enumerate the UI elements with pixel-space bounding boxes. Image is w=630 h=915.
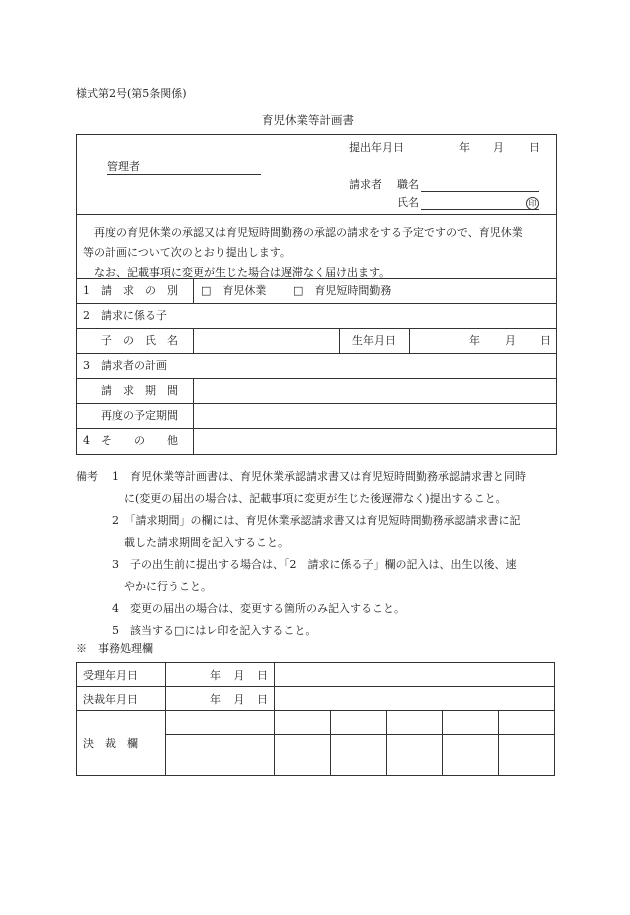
remark-item: 2 「請求期間」の欄には、育児休業承認請求書又は育児短時間勤務承認請求書に記 (112, 514, 521, 527)
received-date-label: 受理年月日 (77, 663, 166, 687)
decision-column-label: 決 裁 欄 (77, 711, 166, 776)
decision-cell[interactable] (166, 711, 275, 735)
decision-cell[interactable] (499, 735, 555, 776)
decision-cell[interactable] (166, 735, 275, 776)
child-name-field[interactable] (194, 329, 339, 353)
received-date-field[interactable] (166, 663, 275, 687)
other-field[interactable] (194, 429, 556, 453)
notice-text (77, 215, 556, 279)
remark-item: 4 変更の届出の場合は、変更する箇所のみ記入すること。 (112, 602, 405, 615)
year-label: 年 (459, 141, 470, 154)
childcare-leave-checkbox[interactable]: □ 育児休業 (201, 284, 267, 297)
notice-line-3: なお、記載事項に変更が生じた場合は遅滞なく届け出ます。 (94, 266, 391, 279)
seal-mark (526, 196, 539, 210)
office-table (76, 662, 555, 776)
child-section-label: 2 請求に係る子 (83, 309, 167, 322)
birth-date-label: 生年月日 (352, 334, 396, 347)
office-heading: ※ 事務処理欄 (76, 642, 153, 655)
requester-label: 請求者 (349, 178, 382, 191)
page-title: 育児休業等計画書 (262, 113, 354, 127)
received-year: 年 (210, 668, 221, 682)
remark-item: 3 子の出生前に提出する場合は、「2 請求に係る子」欄の記入は、出生以後、速 (112, 558, 517, 571)
remark-item: 載した請求期間を記入すること。 (124, 536, 289, 549)
month-label: 月 (493, 141, 504, 154)
decision-cell[interactable] (499, 711, 555, 735)
position-field[interactable] (421, 191, 539, 192)
birth-year-label: 年 (469, 334, 480, 347)
decision-cell[interactable] (275, 735, 331, 776)
notice-line-2: 等の計画について次のとおり提出します。 (83, 246, 291, 259)
birth-day-label: 日 (540, 334, 551, 347)
submit-date-label: 提出年月日 (349, 141, 404, 154)
remark-item: 5 該当する□にはレ印を記入すること。 (112, 624, 317, 637)
form-number: 様式第2号(第5条関係) (76, 87, 187, 100)
remark-item: に(変更の届出の場合は、記載事項に変更が生じた後遅滞なく)提出すること。 (124, 492, 507, 505)
plan-section-row (77, 354, 556, 379)
request-period-row (77, 379, 556, 404)
plan-form-table (76, 134, 557, 455)
repeat-period-row (77, 404, 556, 429)
notice-line-1: 再度の育児休業の承認又は育児短時間勤務の承認の請求をする予定ですので、育児休業 (94, 226, 523, 239)
position-label: 職名 (397, 178, 419, 191)
decision-cell[interactable] (275, 711, 331, 735)
other-row (77, 429, 556, 454)
request-period-label: 請 求 期 間 (101, 384, 178, 397)
received-month: 月 (233, 668, 245, 682)
decision-month: 月 (233, 692, 245, 706)
short-hours-checkbox[interactable]: □ 育児短時間勤務 (293, 284, 392, 297)
decision-cell[interactable] (443, 735, 499, 776)
decision-cell[interactable] (331, 735, 387, 776)
repeat-period-label: 再度の予定期間 (101, 409, 178, 422)
remarks-section (76, 466, 566, 642)
decision-cell[interactable] (387, 711, 443, 735)
form-header (77, 135, 556, 215)
received-day: 日 (257, 668, 268, 682)
decision-cell[interactable] (387, 735, 443, 776)
day-label: 日 (529, 141, 540, 154)
seal-icon: 印 (526, 197, 539, 210)
request-type-row (77, 279, 556, 304)
manager-field[interactable] (107, 174, 261, 175)
remark-item: やかに行うこと。 (124, 580, 212, 593)
decision-date-field[interactable] (166, 687, 275, 711)
child-name-label: 子 の 氏 名 (101, 334, 178, 347)
name-field[interactable] (421, 209, 539, 210)
remark-item: 1 育児休業等計画書は、育児休業承認請求書又は育児短時間勤務承認請求書と同時 (112, 470, 526, 483)
repeat-period-field[interactable] (194, 404, 556, 428)
other-label: 4 そ の 他 (83, 434, 178, 447)
child-name-row (77, 329, 556, 354)
decision-year: 年 (210, 692, 221, 706)
remarks-heading: 備考 (76, 470, 98, 483)
decision-cell[interactable] (331, 711, 387, 735)
decision-cell[interactable] (443, 711, 499, 735)
plan-section-label: 3 請求者の計画 (83, 359, 167, 372)
request-period-field[interactable] (194, 379, 556, 403)
child-section-row (77, 304, 556, 329)
birth-month-label: 月 (505, 334, 516, 347)
decision-date-label: 決裁年月日 (77, 687, 166, 711)
name-label: 氏名 (397, 196, 419, 209)
manager-label: 管理者 (107, 160, 140, 173)
decision-day: 日 (257, 692, 268, 706)
request-type-label: 1 請 求 の 別 (83, 284, 178, 297)
